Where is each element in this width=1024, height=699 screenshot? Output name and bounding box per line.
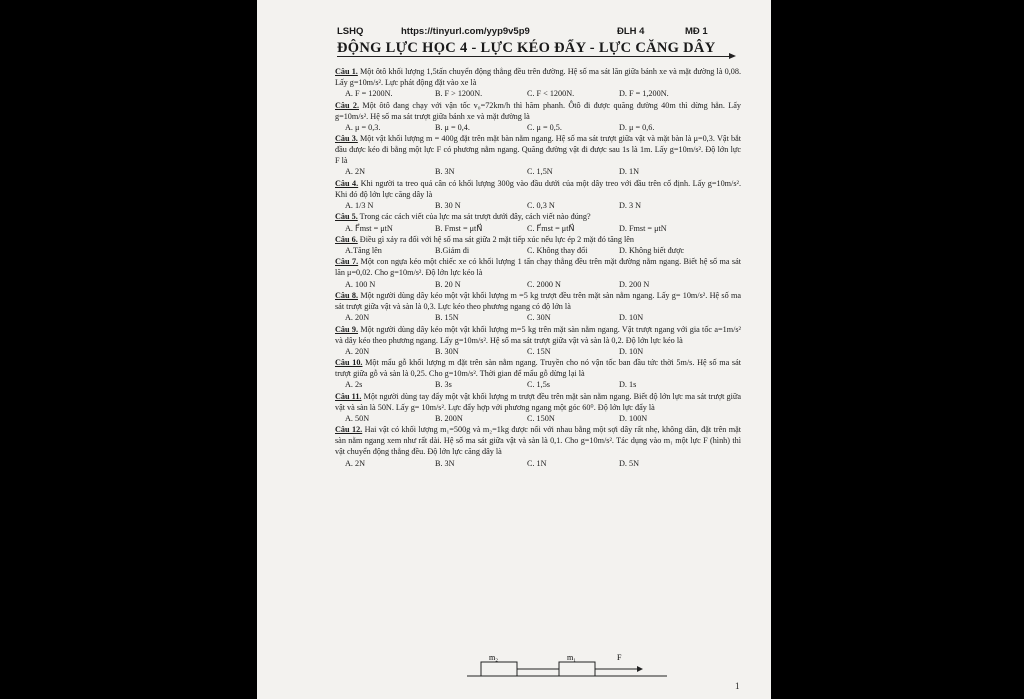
question-8	[335, 290, 741, 312]
answer-option: B.Giảm đi	[435, 245, 470, 255]
question-11	[335, 391, 741, 413]
header-row	[337, 26, 737, 40]
label-m2: m₂	[489, 653, 499, 662]
school-code: LSHQ	[337, 26, 364, 37]
label-force: F	[617, 653, 622, 662]
answer-options	[335, 279, 741, 290]
question-text: Một con ngựa kéo một chiếc xe có khối lượng 1 tấn chạy thẳng đều trên mặt đường nằm ngang. Biết hệ số ma sát lăn μ=0,02. Cho g=10m/s². Độ lớn lực kéo là	[335, 257, 741, 278]
question-10	[335, 357, 741, 379]
answer-option: C. 1,5s	[527, 380, 550, 390]
answer-option: C. 0,3 N	[527, 201, 555, 211]
question-9	[335, 324, 741, 346]
answer-option: D. μ = 0,6.	[619, 122, 655, 132]
answer-option: C. F < 1200N.	[527, 89, 575, 99]
answer-option: C. Không thay đổi	[527, 245, 588, 255]
question-number: Câu 3.	[335, 134, 358, 144]
question-number: Câu 8.	[335, 290, 359, 300]
question-text: Trong các cách viết của lực ma sát trượt dưới đây, cách viết nào đúng?	[357, 212, 591, 222]
answer-option: D. Fmst = μtN	[619, 223, 667, 233]
answer-option: A. 50N	[345, 413, 370, 423]
answer-option: D. 1N	[619, 167, 640, 177]
answer-option: A. F⃗mst = μtN	[345, 223, 393, 233]
question-12	[335, 424, 741, 457]
answer-option: B. F > 1200N.	[435, 89, 483, 99]
answer-option: C. F⃗mst = μtN⃗	[527, 223, 575, 233]
answer-option: D. 1s	[619, 380, 637, 390]
answer-options	[335, 245, 741, 256]
answer-option: C. 2000 N	[527, 279, 561, 289]
version-code: MĐ 1	[685, 26, 708, 37]
question-number: Câu 11.	[335, 391, 362, 401]
answer-option: C. 150N	[527, 413, 555, 423]
answer-option: A. μ = 0,3.	[345, 122, 381, 132]
question-text: Một ôtô khối lượng 1,5tấn chuyển động thẳng đều trên đường. Hệ số ma sát lăn giữa bánh xe và mặt đường là 0,08. Lấy g=10m/s². Lực phát động đặt vào xe là	[335, 67, 741, 88]
exam-sheet	[257, 0, 771, 699]
answer-options	[335, 346, 741, 357]
answer-option: A. 2s	[345, 380, 363, 390]
answer-option: D. 3 N	[619, 201, 642, 211]
question-text: Một ôtô đang chạy với vận tốc v₀=72km/h thì hãm phanh. Ôtô đi được quãng đường 40m thì dừng hẳn. Lấy g=10m/s². Hệ số ma sát trượt giữa bánh xe và mặt đường là	[335, 100, 741, 121]
question-text: Điều gì xảy ra đối với hệ số ma sát giữa 2 mặt tiếp xúc nếu lực ép 2 mặt đó tăng lên	[357, 234, 635, 244]
question-1	[335, 66, 741, 88]
question-number: Câu 2.	[335, 100, 360, 110]
question-text: Một mẩu gỗ khối lượng m đặt trên sàn nằm ngang. Truyền cho nó vận tốc ban đầu tức thời 5m/s. Hệ số ma sát trượt giữa gỗ và sàn là 0,25. Cho g=10m/s². Thời gian để mẩu gỗ dừng lại là	[335, 358, 742, 379]
answer-option: D. 10N	[619, 313, 644, 323]
answer-option: C. 1,5N	[527, 167, 553, 177]
answer-options	[335, 312, 741, 323]
answer-option: A. 1/3 N	[345, 201, 374, 211]
answer-option: C. μ = 0,5.	[527, 122, 562, 132]
lesson-code: ĐLH 4	[617, 26, 645, 37]
question-6	[335, 234, 741, 245]
answer-option: B. 3N	[435, 458, 455, 468]
block-m2	[481, 662, 517, 676]
question-number: Câu 1.	[335, 67, 358, 76]
label-m1: m₁	[567, 653, 577, 662]
answer-option: C. 30N	[527, 313, 551, 323]
answer-option: A. 100 N	[345, 279, 376, 289]
answer-option: D. Không biết được	[619, 245, 685, 255]
question-number: Câu 5.	[335, 212, 358, 222]
question-2	[335, 100, 741, 122]
question-list	[335, 66, 741, 469]
question-number: Câu 10.	[335, 358, 363, 368]
answer-option: A. 2N	[345, 458, 366, 468]
question-3	[335, 133, 741, 166]
answer-option: B. 3s	[435, 380, 452, 390]
answer-option: B. 20 N	[435, 279, 461, 289]
answer-option: D. F = 1,200N.	[619, 89, 669, 99]
answer-option: B. 15N	[435, 313, 459, 323]
page-number: 1	[735, 681, 740, 691]
answer-option: D. 5N	[619, 458, 640, 468]
answer-option: B. Fmst = μtN⃗	[435, 223, 483, 233]
answer-options	[335, 223, 741, 234]
answer-options	[335, 458, 741, 469]
answer-option: B. 3N	[435, 167, 455, 177]
title-arrow	[337, 56, 730, 57]
force-arrowhead	[637, 666, 643, 672]
answer-option: A. 20N	[345, 346, 370, 356]
answer-option: C. 15N	[527, 346, 551, 356]
answer-option: A. F = 1200N.	[345, 89, 393, 99]
question-text: Một người dùng dây kéo một vật khối lượng m=5 kg trên mặt sàn nằm ngang. Vật trượt ngang với gia tốc a=1m/s² và dây kéo theo phương ngang. Lấy g=10m/s². Hệ số ma sát trượt giữa vật và sàn là 0,2. Độ lớn lực kéo là	[335, 324, 741, 345]
question-text: Khi người ta treo quả cân có khối lượng 300g vào đầu dưới của một dây treo với đầu trên cố định. Lấy g=10m/s². Khi đó độ lớn lực căng dây là	[335, 178, 742, 199]
question-text: Một người dùng tay đẩy một vật khối lượng m trượt đều trên mặt sàn nằm ngang. Biết độ lớn lực ma sát trượt giữa vật và sàn là 50N. Lấy g= 10m/s². Lực đẩy hợp với phương ngang một góc 60⁰. Độ lớn lực đẩy là	[335, 391, 741, 412]
answer-option: D. 200 N	[619, 279, 650, 289]
question-text: Hai vật có khối lượng m₁=500g và m₂=1kg được nối với nhau bằng một sợi dây rất nhẹ, không dãn, đặt trên mặt sàn nằm ngang xem như rất dài. Hệ số ma sát giữa vật và sàn là 0,1. Cho g=10m/s². Tác dụng vào m₁ một lực F (hình) thì vật chuyển động thẳng đều. Độ lớn lực căng dây là	[335, 425, 741, 457]
answer-option: A. 20N	[345, 313, 370, 323]
question-number: Câu 12.	[335, 425, 363, 435]
answer-options	[335, 122, 741, 133]
answer-option: D. 100N	[619, 413, 648, 423]
question-number: Câu 7.	[335, 257, 359, 267]
question-7	[335, 256, 741, 278]
question-number: Câu 6.	[335, 234, 358, 244]
answer-options	[335, 200, 741, 211]
answer-options	[335, 379, 741, 390]
question-number: Câu 9.	[335, 324, 359, 334]
answer-option: B. 200N	[435, 413, 463, 423]
answer-option: B. 30N	[435, 346, 459, 356]
block-diagram	[467, 652, 667, 682]
answer-option: B. μ = 0,4.	[435, 122, 470, 132]
answer-option: C. 1N	[527, 458, 547, 468]
answer-options	[335, 88, 741, 99]
question-text: Một người dùng dây kéo một vật khối lượng m =5 kg trượt đều trên mặt sàn nằm ngang. Lấy g= 10m/s². Hệ số ma sát trượt giữa vật và sàn là 0,3. Lực kéo theo phương ngang có độ lớn là	[335, 290, 742, 312]
question-text: Một vật khối lượng m = 400g đặt trên mặt bàn nằm ngang. Hệ số ma sát trượt giữa vật và mặt bàn là μ=0,3. Vật bắt đầu được kéo đi bằng một lực F có phương nằm ngang. Quãng đường vật đi được sau 1s là 1m. Lấy g=10m/s². Độ lớn lực F là	[335, 134, 741, 166]
answer-option: A.Tăng lên	[345, 245, 382, 255]
answer-options	[335, 166, 741, 177]
header-url: https://tinyurl.com/yyp9v5p9	[401, 26, 530, 37]
answer-option: D. 10N	[619, 346, 644, 356]
answer-option: A. 2N	[345, 167, 366, 177]
answer-options	[335, 413, 741, 424]
question-number: Câu 4.	[335, 178, 359, 188]
answer-option: B. 30 N	[435, 201, 461, 211]
page-title: ĐỘNG LỰC HỌC 4 - LỰC KÉO ĐẨY - LỰC CĂNG DÂY	[337, 40, 716, 56]
question-5	[335, 211, 741, 222]
block-m1	[559, 662, 595, 676]
question-4	[335, 178, 741, 200]
